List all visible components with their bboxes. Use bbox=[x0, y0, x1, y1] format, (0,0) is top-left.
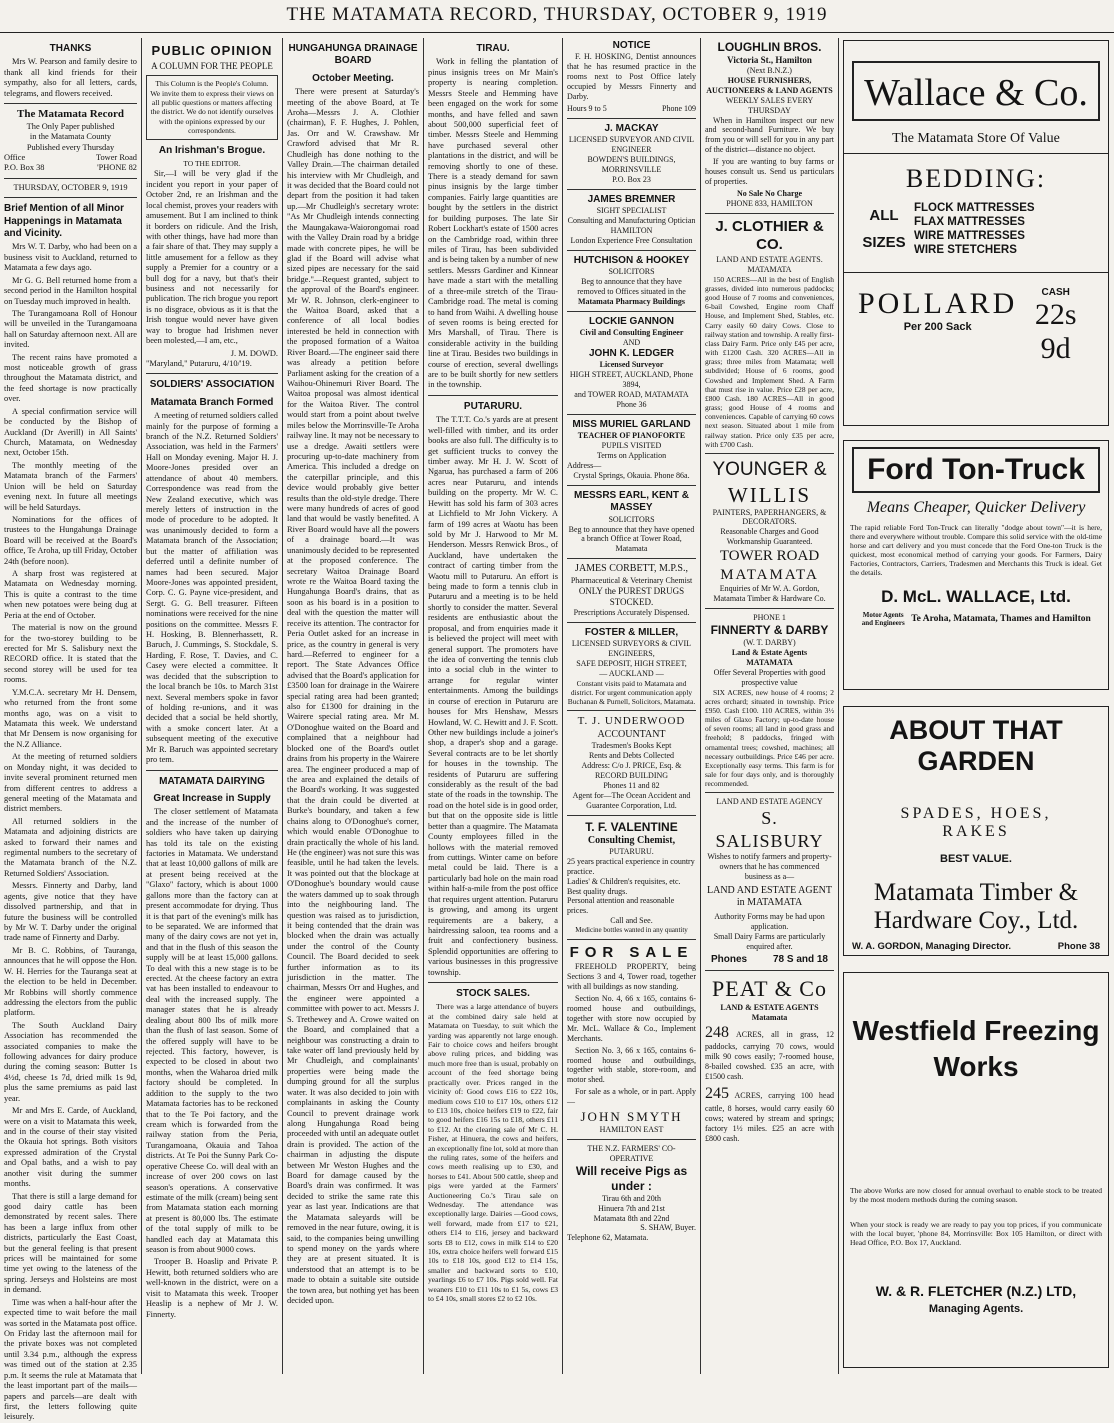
westfield-text-2: When your stock is ready we are ready to pay you top prices, if you communicate with the local buyer, 'phone 84, Morrinsville: Box 105 Hamilton, or direct with Head Office, P.O. Box 17, Auckland. bbox=[850, 1219, 1102, 1247]
younger-tower-road: TOWER ROAD bbox=[719, 548, 820, 565]
public-opinion-sub: A COLUMN FOR THE PEOPLE bbox=[151, 61, 273, 72]
land-estate-agency: LAND AND ESTATE AGENCY bbox=[716, 797, 823, 807]
valentine-line: Call and See. bbox=[610, 916, 653, 926]
notice-hours: Hours 9 to 5 bbox=[567, 103, 607, 113]
bremner-line: HAMILTON bbox=[610, 225, 653, 235]
ford-text: The rapid reliable Ford Ton-Truck can literally "dodge about town"—it is here, there and everywhere without trouble. Compare this solid service with the old-time horse and cart delivery and you must concede that the Ford One-ton Truck is the quickest, most economical method of carrying your goods. For Farmers, Dairy Factories, Contractors, Carriers, Tradesmen and Merchants this Truck is ideal. Get the details. bbox=[850, 523, 1102, 577]
salisbury-line: Authority Forms may be had upon application. bbox=[714, 912, 825, 932]
column-4 bbox=[424, 38, 562, 1374]
for-sale-text: Section No. 3, 66 x 165, contains 6-roomed house and outbuildings, together with stable, store-room, and motor shed. bbox=[567, 1045, 696, 1085]
brief-paragraph: The monthly meeting of the Matamata branch of the Farmers' Union will be held on Saturday evening next. In future all meetings will be held Saturdays. bbox=[4, 460, 137, 512]
smyth-name: JOHN SMYTH bbox=[580, 1109, 683, 1125]
putaruru-article: The T.T.T. Co.'s yards are at present well-filled with timber, and its order books are also full. The difficulty is to get sufficient trucks to convey the timber away. Mr H. J. W. Scott of Ngarua, has purchased a farm of 206 acres near Putaruru, and intends building on the property. Mr W. C. Hewitt has sold his farm of 303 acres at Lichfield to Mr John Vickery. A farm of 199 acres at Waotu has been sold by Mr J. Harwood to Mr M. Henderson. Messrs Renwick Bros., of Auckland, have undertaken the contract of carting timber from the Waotu mill to Putaruru. An effort is being made to form a tennis club in Putaruru and a meeting is to be held shortly to consider the matter. Several residents are enthusiastic about the proposal, and from enquiries made it is believed the project will meet with general support. The promoters have the idea of converting the tennis club into a social club in the winter to arrange for regular winter entertainments. Among the buildings in course of erection in Putaruru are houses for Mrs Henshaw, Messrs Howland, W. C. Hewitt and J. F. Scott. Other new buildings include a joiner's shop, a draper's shop and a garage. Several contracts are to be let shortly for houses in the township. The residents of Putaruru are suffering considerably as the result of the bad state of the roads in the township. The road on the hotel side is in good order, but that on the opposite side is little better than a quagmire. The Matamata County employees filled in the hollows with the material removed from cuttings. Winter came on before metal could be laid. There is a particularly bad hole on the main road within half-a-mile from the post office that requires urgent attention. Putaruru is growing, and among its urgent requirements are a bakery, a hairdressing saloon, tea rooms and a fruit and confectionery business. Splendid opportunities are offering to various businesses in this progressive township. bbox=[428, 415, 558, 977]
pigs-line: Telephone 62, Matamata. bbox=[567, 1233, 649, 1243]
foster-name: FOSTER & MILLER, bbox=[584, 626, 679, 638]
garden-line-2: RAKES bbox=[942, 823, 1010, 840]
garland-line: Terms on Application bbox=[596, 451, 667, 461]
drainage-heading: HUNGAHUNGA DRAINAGE BOARD bbox=[288, 43, 418, 67]
finnerty-line: MATAMATA bbox=[746, 657, 793, 667]
younger-line: PAINTERS, PAPERHANGERS, & DECORATORS. bbox=[712, 507, 827, 527]
loughlin-line: When in Hamilton inspect our new and second-hand Furniture. We buy from you or will sell for you in any part of the district—distance no object. bbox=[705, 115, 834, 155]
brogue-place: "Maryland," Putaruru, 4/10/'19. bbox=[146, 358, 252, 368]
tirau-heading: TIRAU. bbox=[476, 43, 510, 54]
brogue-heading: An Irishman's Brogue. bbox=[158, 144, 266, 156]
stock-heading: STOCK SALES. bbox=[456, 988, 530, 1000]
putaruru-heading: PUTARURU. bbox=[463, 400, 523, 412]
for-sale-heading: FOR SALE bbox=[569, 943, 694, 961]
younger-name: YOUNGER & bbox=[712, 458, 827, 480]
bremner-name: JAMES BREMNER bbox=[587, 193, 676, 205]
brief-paragraph: A sharp frost was registered at Matamata on Wednesday morning. This is quite a contrast to the time when new potatoes were being dug at Peria at the end of October. bbox=[4, 569, 137, 620]
younger-line: Enquiries of Mr W. A. Gordon, Matamata Timber & Hardware Co. bbox=[713, 584, 826, 604]
notice-text: F. H. HOSKING, Dentist announces that he has resumed practice in the rooms next to Post Office lately occupied by Messrs Finnerty and Darby. bbox=[567, 52, 696, 102]
brief-paragraph: Messrs. Finnerty and Darby, land agents, give notice that they have dissolved partnership, and that in future the business will be controlled by Mr W. T. Darby under the original trade name of Finnerty and Darby. bbox=[4, 881, 137, 943]
garden-line-1: SPADES, HOES, bbox=[900, 805, 1052, 822]
bedding-item: FLOCK MATTRESSES bbox=[914, 202, 1035, 214]
corbett-line: ONLY the PUREST DRUGS STOCKED. bbox=[578, 585, 685, 607]
notice-phone: Phone 109 bbox=[662, 103, 696, 113]
gannon-and: AND bbox=[622, 338, 641, 348]
public-opinion-heading: PUBLIC OPINION bbox=[151, 43, 273, 58]
westfield-text-1: The above Works are now closed for annual overhaul to enable stock to be treated by the most modern methods during the coming season. bbox=[850, 1185, 1102, 1204]
pollard-name: POLLARD bbox=[858, 287, 1018, 320]
peat-text-1: ACRES, all in grass, 12 paddocks, carrying 70 cows, would milk 90 cows easily; 7-roomed house, 8-bailed cowshed. £35 an acre, with £1500 cash. bbox=[705, 1029, 835, 1082]
dateline: THURSDAY, OCTOBER 9, 1919 bbox=[13, 182, 128, 192]
westfield-heading-1: Westfield Freezing bbox=[852, 1015, 1100, 1046]
for-sale-text: For sale as a whole, or in part. Apply— bbox=[567, 1087, 696, 1107]
bremner-line: London Experience Free Consultation bbox=[570, 235, 693, 245]
ford-places: Te Aroha, Matamata, Thames and Hamilton bbox=[911, 614, 1091, 624]
foster-line: SAFE DEPOSIT, HIGH STREET, bbox=[576, 658, 687, 668]
brief-paragraph: Mrs W. T. Darby, who had been on a business visit to Auckland, returned to Matamata a few days ago. bbox=[4, 242, 137, 273]
brief-paragraph: At the meeting of returned soldiers on Monday night, it was decided to invite several prominent returned men from different centres to address a general meeting of the Matamata and district members. bbox=[4, 752, 137, 814]
paper-name: The Matamata Record bbox=[17, 108, 124, 121]
ekm-line: SOLICITORS bbox=[608, 514, 655, 524]
brief-paragraph: That there is still a large demand for good dairy cattle has been demonstrated by recent sales. There has been a large influx from other districts, particularly the East Coast, but the general feeling is that present prices will be maintained for some time yet owing to the lateness of the spring. Jerseys and Holsteins are most in demand. bbox=[4, 1191, 137, 1295]
underwood-line: Rents and Debts Collected bbox=[588, 751, 675, 761]
mackay-line: BOWDEN'S BUILDINGS, MORRINSVILLE bbox=[587, 155, 676, 174]
drainage-subheading: October Meeting. bbox=[312, 72, 394, 84]
notice-heading: NOTICE bbox=[612, 40, 651, 51]
underwood-line: Tradesmen's Books Kept bbox=[591, 741, 672, 751]
mackay-line: LICENSED SURVEYOR AND CIVIL ENGINEER bbox=[568, 135, 695, 155]
pollard-cash: CASH bbox=[1041, 287, 1070, 298]
garden-firm-2: Hardware Coy., Ltd. bbox=[873, 907, 1079, 934]
brief-paragraph: The Turangamoana Roll of Honour will be unveiled in the Turangamoana hall on Saturday afternoon next. All are invited. bbox=[4, 308, 137, 350]
ekm-name: MESSRS EARL, KENT & MASSEY bbox=[573, 489, 689, 514]
loughlin-line: PHONE 833, HAMILTON bbox=[726, 198, 813, 208]
foster-line: — AUCKLAND — bbox=[599, 668, 664, 678]
assoc-subheading: Matamata Branch Formed bbox=[150, 396, 274, 408]
westfield-ad bbox=[843, 972, 1109, 1368]
valentine-name: T. F. VALENTINE bbox=[585, 819, 678, 834]
clothier-line: LAND AND ESTATE AGENTS. bbox=[716, 254, 823, 264]
column-2 bbox=[142, 38, 282, 1374]
brief-paragraph: Nominations for the offices of trustees to the Hungahunga Drainage Board will be received at the Board's office, Te Aroha, up till Friday, October 24th (before noon). bbox=[4, 514, 137, 566]
underwood-line: Agent for—The Ocean Accident and Guarantee Corporation, Ltd. bbox=[572, 790, 691, 810]
gannon-name: LOCKIE GANNON bbox=[589, 315, 674, 327]
foster-line: LICENSED SURVEYORS & CIVIL ENGINEERS, bbox=[571, 639, 692, 659]
clothier-line: MATAMATA bbox=[747, 264, 792, 274]
garden-ad bbox=[843, 706, 1109, 956]
peat-name: PEAT & Co bbox=[712, 976, 827, 1002]
wallace-sub: The Matamata Store Of Value bbox=[844, 131, 1108, 154]
pollard-price: 22s 9d bbox=[1034, 298, 1077, 365]
brief-paragraph: Mr and Mrs E. Carde, of Auckland, were on a visit to Matamata this week, and in the course of their stay visited the Okauia hot springs. Both visitors expressed admiration of the Crystal and Opal baths, and a wish to pay another visit during the summer months. bbox=[4, 1106, 137, 1189]
brogue-signature: J. M. DOWD. bbox=[230, 348, 278, 358]
stock-article: There was a large attendance of buyers at the combined dairy sale held at Matamata on Tuesday, to suit which the yarding was apparently not large enough. Fair to choice cows and heifers brought above ruling prices, and bidding was much more free than is usual, probably on account of the feed shortage being practically over. Prices ranged in the vicinity of: Good cows £16 to £22 10s, medium cows £10 to £17 10s, others £12 to £13 10s, choice heifers £19 to £22, fair to good heifers £16 15s to £18, others £11 to £12. At the clearing sale of Mr C. H. Fisher, at Hinuera, the cows and heifers, an exceptionally fine lot, sold at more than the ruling rates, some of the heifers and cows meeth realising up to £30, and horses to £41. About 500 cattle, sheep and pigs were yarded at the Farmers' Auctioneering Co.'s Tirau sale on Wednesday. The attendance was exceptionally large. Dairies —Good cows, well forward, made from £17 to £21, others £14 to £16, jersey and backward sorts £8 to £12, cows in milk £14 to £20 10s, extra choice heifers well forward £15 10s to £18 10s, good £12 to £14 15s, smaller and backward sorts to £10, yearlings £6 to £7 10s. Pigs sold well. Fat weaners £10 to £11 10s to £1 5s, cows £3 to £4 10s, small stores £2 to £2 10s. bbox=[428, 1002, 558, 1304]
valentine-line: Ladies' & Children's requisites, etc. bbox=[567, 876, 681, 886]
dairy-heading: MATAMATA DAIRYING bbox=[159, 775, 265, 787]
underwood-line: Phones 11 and 82 bbox=[603, 780, 660, 790]
clothier-text: 150 ACRES—All in the best of English grasses, divided into numerous paddocks; good House of 7 rooms and conveniences, 6-bail Cowshed, Engine room Chaff House, and Implement Shed, Stables, etc. Carry easily 60 dairy Cows. Close to railway station and township. A really first-class Dairy Farm. Price only £45 per acre, with £1200 Cash. 320 ACRES—All in grass; three miles from Matamata; well subdivided; House of 6 rooms, good Cowshed and Implement Shed. A Farm that must rise in value. Price £28 per acre, £800 Cash. 180 ACRES—All in good grass; good House of 4 rooms and conveniences. Capable of carrying 60 cows next season. Situated about 1 mile from railway station. Price only £35 per acre, with £700 Cash. bbox=[705, 274, 834, 449]
gannon-line: Civil and Consulting Engineer bbox=[579, 328, 684, 338]
loughlin-line: HOUSE FURNISHERS, AUCTIONEERS & LAND AGENTS bbox=[706, 75, 833, 95]
loughlin-line: No Sale No Charge bbox=[736, 188, 803, 198]
garden-manager: W. A. GORDON, Managing Director. bbox=[852, 941, 1012, 952]
valentine-line: Medicine bottles wanted in any quantity bbox=[575, 926, 688, 935]
willis-name: WILLIS bbox=[727, 482, 812, 507]
paper-sub-1: The Only Paper published bbox=[26, 121, 115, 131]
loughlin-name: LOUGHLIN BROS. bbox=[717, 40, 822, 54]
tirau-article: Work in felling the plantation of pinus insignis trees on Mr Main's property is nearing completion. Messrs Steele and Hemming have been engaged on the work for some months, and have felled and sawn about 500,000 superficial feet of timber. Messrs Steele and Hemming have purchased several other plantations in the district, and will be removing shortly to one of these. There is a steady demand for sawn pinus insignis by the large timber companies. Fairly large quantities are bought by the settlers in the district for building purposes. The late Sir Robert Lockhart's estate of 1500 acres on the Cambridge road, within three miles of Tirau, has been subdivided and is being taken by a number of new settlers. Messrs Gardiner and Kinnear have made a start with the metalling of a three-mile stretch of the Tirau-Cambridge road. The metal is coming to hand from Waihi. A dwelling house of seven rooms is being erected for Mrs Marshall, of Tirau. There is considerable activity in the building line at Tirau. Besides two buildings in course of erection, several dwellings are to be built shortly for new settlers in the township. bbox=[428, 57, 558, 390]
office-label: Office bbox=[4, 152, 26, 162]
finnerty-line: (W. T. DARBY) bbox=[743, 637, 796, 647]
brief-paragraphs bbox=[4, 242, 137, 1422]
ledger-line: Phone 36 bbox=[616, 400, 647, 409]
westfield-firm: W. & R. FLETCHER (N.Z.) LTD, bbox=[875, 1282, 1077, 1299]
column-6 bbox=[701, 38, 838, 1374]
trooper-article: Trooper B. Hoaslip and Private P. Hewitt, both returned soldiers who are well-known in the district, were on a visit to Matamata this week. Trooper Heaslip is a nephew of Mr J. W. Finnerty. bbox=[146, 1257, 278, 1319]
brief-heading: Brief Mention of all Minor Happenings in Matamata and Vicinity. bbox=[4, 203, 124, 240]
dairy-subheading: Great Increase in Supply bbox=[153, 792, 271, 804]
column-5 bbox=[563, 38, 700, 1374]
bremner-line: SIGHT SPECIALIST bbox=[596, 206, 667, 216]
hutchison-line: Beg to announce that they have removed to Offices situated in the bbox=[577, 277, 686, 296]
garland-line: Crystal Springs, Okauia. Phone 86a. bbox=[573, 470, 690, 480]
garland-line: TEACHER OF PIANOFORTE bbox=[577, 431, 686, 441]
smyth-place: HAMILTON EAST bbox=[599, 1125, 664, 1135]
salisbury-phones: 78 S and 18 bbox=[772, 954, 828, 966]
assoc-article: A meeting of returned soldiers called mainly for the purpose of forming a branch of the N.Z. Returned Soldiers' Association, was held in the Farmers' Hall on Monday evening. Major H. J. Moore-Jones presided over an attendance of about 40 members. Correspondence was read from the New Zealand executive, which was merely letters of instruction in the mode of procedure to be adopted. It was unanimously decided to form a Matamata branch of the Association; but the matter of affiliation was deferred until a definite number of names had been secured. Major Moore-Jones was appointed president, Corp. C. G. Payne vice-president, and Sergt. G. G. Bell treasurer. Fifteen nominations were received for the nine positions on the committee. Messrs F. H. Hosking, B. Blennerhassett, R. Baruch, J. Cummings, S. Stockdale, S. Harding, F. Rose, T. Davies, and C. Casey were elected a committee. It was decided that the subscription to the local branch be 10s. to March 31st next. Several members spoke in favor of holding re-unions, and it was decided that a social be held shortly, with a smoke concert later. At a subsequent meeting of the executive Mr R. Baruch was appointed secretary pro tem. bbox=[146, 411, 278, 765]
brogue-to: TO THE EDITOR. bbox=[183, 159, 241, 169]
finnerty-phone: PHONE 1 bbox=[753, 613, 786, 623]
wallace-name: Wallace & Co. bbox=[864, 72, 1088, 114]
hutchison-line: Matamata Pharmacy Buildings bbox=[577, 296, 686, 306]
pigs-line: S. SHAW, Buyer. bbox=[640, 1223, 696, 1233]
office-address: Tower Road bbox=[95, 152, 137, 162]
westfield-managers: Managing Agents. bbox=[928, 1302, 1024, 1315]
po-box: P.O. Box 38 bbox=[4, 163, 45, 173]
westfield-heading-2: Works bbox=[933, 1051, 1019, 1083]
pigs-line: Tirau 6th and 20th bbox=[601, 1193, 662, 1203]
wallace-ad bbox=[843, 40, 1109, 426]
for-sale-text: Section No. 4, 66 x 165, contains 6-roomed house and outbuildings, together with store now occupied by Mr. McL. Wallace & Co., Implement Merchants. bbox=[567, 994, 696, 1043]
salisbury-line: Small Dairy Farms are particularly enquired after. bbox=[713, 932, 826, 952]
ledger-line: Licensed Surveyor bbox=[599, 360, 664, 370]
for-sale-text: FREEHOLD PROPERTY, being Sections 3 and 4, Tower road, together with all buildings as now standing. bbox=[567, 962, 696, 992]
ford-motor-agents: Motor Agents and Engineers bbox=[861, 611, 905, 627]
brief-paragraph: Y.M.C.A. secretary Mr H. Densem, who returned from the front some months ago, was on a visit to Matamata this week. We understand that Mr Densem is now organising for the N.Z Alliance. bbox=[4, 687, 137, 749]
garden-value: BEST VALUE. bbox=[940, 853, 1012, 865]
brief-paragraph: All returned soldiers in the Matamata and adjoining districts are asked to forward their names and regimental numbers to the secretary of the Matamata branch of the N.Z. Returned Soldiers' Association. bbox=[4, 816, 137, 878]
column-rule bbox=[838, 38, 839, 1374]
ford-sub: Means Cheaper, Quicker Delivery bbox=[866, 499, 1086, 516]
pigs-heading: Will receive Pigs as under : bbox=[575, 1163, 688, 1193]
ford-ad bbox=[843, 440, 1109, 690]
garland-name: MISS MURIEL GARLAND bbox=[572, 418, 691, 430]
public-opinion-box: This Column is the People's Column. We invite them to express their views on all public questions or matters affecting the district. We do not identify ourselves with the opinions expressed by our correspondents. bbox=[146, 75, 278, 139]
loughlin-line: If you are wanting to buy farms or houses consult us. Send us particulars of properties. bbox=[705, 157, 834, 186]
brogue-letter: Sir,—I will be very glad if the incident you report in your paper of October 2nd, re an Irishman and the local chemist, proves your readers with amusement. But I am inclined to think it borders on ridicule. And the Irish, with other things, have had more than a fair share of that. They may supply a little amusement for a fellow as they supply a Premier for a country or a bull dog for a navy, but that's their business and not necessarily for publication. The rich brogue you report is no disgrace, obvious as it is that the Irish tongue would never have given way to brogue had Irishmen never been molested,—I am, etc., bbox=[146, 169, 278, 346]
finnerty-name: FINNERTY & DARBY bbox=[710, 623, 829, 638]
ford-heading: Ford Ton-Truck bbox=[867, 453, 1085, 486]
loughlin-line: WEEKLY SALES EVERY THURSDAY bbox=[725, 95, 814, 115]
corbett-name: JAMES CORBETT, M.P.S., bbox=[575, 563, 688, 575]
younger-matamata: MATAMATA bbox=[720, 566, 819, 583]
salisbury-phones-label: Phones bbox=[711, 954, 748, 966]
brief-paragraph: Mr B. C. Robbins, of Tauranga, announces that he will oppose the Hon. W. H. Herries for the Tauranga seat at the election to be held in December. Mr Robbins will shortly commence addressing the electors from the public platform. bbox=[4, 945, 137, 1018]
brief-paragraph: Time was when a half-hour after the expected time to wait before the mail was sorted in the Matamata post office. On Friday last the afternoon mail for the private boxes was not completed until 3.34 p.m., although the express was timed out of the station at 2.35 p.m. It seems the rule at Matamata that the least important part of the mails—papers and parcels—are dealt with first, the letters following quite leisurely. bbox=[4, 1297, 137, 1422]
mackay-line: P.O. Box 23 bbox=[612, 174, 651, 184]
underwood-line: Address: C/o J. PRICE, Esq. & RECORD BUILDING bbox=[581, 761, 682, 781]
brief-paragraph: The recent rains have promoted a most noticeable growth of grass throughout the Matamata district, and the feed shortage is now practically over. bbox=[4, 352, 137, 404]
peat-acres-2: 245 bbox=[705, 1084, 729, 1102]
paper-sub-2: in the Matamata County bbox=[29, 132, 112, 142]
loughlin-line: (Next B.N.Z.) bbox=[747, 66, 792, 76]
valentine-line: Best quality drugs. bbox=[567, 886, 628, 896]
finnerty-line: Offer Several Properties with good prospective value bbox=[713, 667, 826, 687]
bedding-item: WIRE STETCHERS bbox=[914, 244, 1017, 256]
hutchison-line: SOLICITORS bbox=[608, 267, 655, 277]
garden-phone: Phone 38 bbox=[1057, 941, 1100, 952]
foster-line: Constant visits paid to Matamata and district. For urgent communication apply Buchanan & Purnell, Solicitors, Matamata. bbox=[567, 678, 696, 707]
bedding-items bbox=[914, 200, 1098, 258]
drainage-article: There were present at Saturday's meeting of the above Board, at Te Aroha—Messrs J. A. Clothier (chairman), F. F. Hughes, J. Pohlen, Jas. Orr and W. Crawshaw. Mr Crawford advised that Mr R. Chudleigh has done nothing to the Valley Drain.—The chairman detailed his interview with Mr Chudleigh, and it was decided that the Board could not depart from the position it had taken up.—Mr Chudleigh's secretary wrote: "As Mr Chudleigh intends connecting the Maungakawa-Waiorongomai road with the Valley Drain road by a bridge made with concrete pipes, he will be glad if the Board will advise what sized pipes are necessary for the said bridge."—Request granted, subject to the approval of the Board's engineer. Mr W. R. Johnson, clerk-engineer to the Waitoa Board, asked that a conference of all local bodies interested be held in connection with the proposed formation of a Waitoa River Board.—The engineer said there was already a petition before Parliament asking for the creation of a Waihou-Ohinemuri River Board. The Waitoa proposal was almost identical for the Waitoa River. The control would start from a point about twelve miles below the Morrinsville-Te Aroha railway line. It may not be necessary to use a dredge. Awaiti settlers were procuring up-to-date machinery from America. This included a dredge on the caterpillar principle, and this device would probably give better results than the old-style dredge. There were many hundreds of acres of good land that would be vastly benefited. A River Board would have all the powers of a drainage board.—It was unanimously decided to be represented at the proposed conference. The secretary Waitoa Drainage Board wrote re the Waitoa Board taxing the Hungahunga Board's drains, that as soon as his board is in a position to deal with the question the matter will receive its attention. The contractor for Peria Outlet asked for an increase in price, as the country in general is very hard.—Referred to engineer for a report. The State Advances Office advised that the Board's application for £3500 loan for drainage in the Wairere special rating area had been granted; also for £1300 for draining in the Wairere special rating area. Mr M. O'Donoghue waited on the Board and complained that a neighbour had blocked one of the Board's outlet drains from his property in the Wairere area. The engineer produced a map of the area and explained the details of the Board's working. It was suggested that the drain could be diverted at Burke's boundary, and taken a few chains along to O'Donoghue's corner, which would enable O'Donoghue to drain practically the whole of his land. He (the engineer) was not sure this was feasible, until he had taken the levels. It was pointed out that the blockage at O'Donoghue's boundary would cause the waters dammed up to soak through into the neighbouring land. The question was raised as to jurisdiction, it being contended that the drain was blocked when the drain was actually under the control of the County Council. The Board decided to seek further information as to its jurisdiction in the matter. The chairman, Messrs Orr and Hughes, and the engineer were appointed a committee with power to act. Messrs J. S. Trethewey and A. Crowe waited on the Board, and complained that a neighbour was constructing a drain to take water off land previously held by Mr Chudleigh, and complainants' properties were being made the dumping ground for all the surplus water. It was also decided to join with complainants in asking the County Council to prevent drainage work along Hungahunga Road being proceeded with until an adequate outlet drain is provided. The action of the chairman in adjusting the dispute between Mr Weston Hughes and the Board for damage caused by the Board's drain was confirmed. It was decided to strike the same rate this year as last year. Indications are that the Matamata saleyards will be removed in the near future, owing, it is said, to the companies being unwilling to spend money on the yards where they are at present situated. It is understood that an attempt is to be made to obtain a suitable site outside the town area, but nothing yet has been decided upon. bbox=[287, 87, 419, 1306]
assoc-heading: SOLDIERS' ASSOCIATION bbox=[149, 379, 275, 391]
office-phone: 'PHONE 82 bbox=[97, 163, 137, 173]
peat-line: Matamata bbox=[751, 1012, 788, 1022]
ekm-line: Beg to announce that they have opened a branch Office at Tower Road, Matamata bbox=[568, 524, 695, 554]
thanks-heading: THANKS bbox=[49, 43, 92, 54]
ford-firm: D. McL. WALLACE, Ltd. bbox=[881, 587, 1071, 606]
finnerty-text: SIX ACRES, new house of 4 rooms; 2 acres orchard; situated in township. Price £950. Cash £100. 110 ACRES, within 3½ miles of Glaxo Factory; up-to-date house of seven rooms; all land in good grass and freehold; 8 paddocks, fringed with ornamental trees; cowshed, machines; all necessary outbuildings. Price £46 per acre. Exceptionally easy terms. This farm is for sale for four days only, and is thoroughly recommended. bbox=[705, 687, 834, 789]
bedding-all: ALL bbox=[869, 207, 899, 224]
salisbury-name: S. SALISBURY bbox=[715, 808, 824, 851]
salisbury-line: LAND AND ESTATE AGENT in MATAMATA bbox=[706, 884, 833, 909]
valentine-line: PUTARURU. bbox=[609, 846, 654, 856]
loughlin-line: Victoria St., Hamilton bbox=[727, 54, 812, 65]
farmers-coop-line: THE N.Z. FARMERS' CO-OPERATIVE bbox=[587, 1144, 676, 1164]
corbett-line: Prescriptions Accurately Dispensed. bbox=[573, 607, 690, 617]
column-1 bbox=[0, 38, 141, 1422]
paper-sub-3: Published every Thursday bbox=[26, 142, 115, 152]
bedding-heading: BEDDING: bbox=[905, 164, 1047, 193]
garland-line: Address— bbox=[567, 461, 602, 471]
brief-paragraph: The material is now on the ground for the two-storey building to be erected for Mr S. Salisbury next the RECORD office. It is stated that the second storey will be used for tea rooms. bbox=[4, 623, 137, 685]
garland-line: PUPILS VISITED bbox=[601, 441, 662, 451]
peat-line: LAND & ESTATE AGENTS bbox=[720, 1002, 819, 1012]
finnerty-line: Land & Estate Agents bbox=[731, 647, 808, 657]
valentine-line: 25 years practical experience in country practice. bbox=[567, 856, 695, 876]
brief-paragraph: The South Auckland Dairy Association has recommended the associated companies to make the following advances for dairy produce during the coming season: Butter 1s 4½d, cheese 1s 7d, dried milk 1s 9d, plus the same premiums as paid last year. bbox=[4, 1020, 137, 1103]
peat-text-2: ACRES, carrying 100 head cattle, 8 horses, would carry easily 60 cows; watered by stream and springs; factory 1½ miles. £25 an acre with £800 cash. bbox=[705, 1090, 834, 1143]
pollard-sack: Per 200 Sack bbox=[903, 321, 972, 333]
bedding-item: FLAX MATTRESSES bbox=[914, 216, 1025, 228]
underwood-name: T. J. UNDERWOOD bbox=[577, 715, 686, 728]
ledger-line: and TOWER ROAD, MATAMATA bbox=[574, 390, 689, 400]
clothier-name: J. CLOTHIER & CO. bbox=[715, 217, 824, 254]
younger-line: Reasonable Charges and Good Workmanship Guaranteed. bbox=[720, 527, 819, 547]
bremner-line: Consulting and Manufacturing Optician bbox=[567, 216, 696, 226]
bedding-item: WIRE MATTRESSES bbox=[914, 230, 1025, 242]
column-3 bbox=[283, 38, 423, 1374]
hutchison-name: HUTCHISON & HOOKEY bbox=[573, 254, 690, 266]
mackay-name: J. MACKAY bbox=[604, 122, 659, 134]
valentine-line: Personal attention and reasonable prices. bbox=[567, 896, 675, 916]
pigs-line: Hinuera 7th and 21st bbox=[598, 1203, 665, 1213]
dairy-article: The closer settlement of Matamata and the increase of the number of soldiers who have taken up dairying has told its tale on the existing factories in Matamata. We understand that at least 10,000 gallons of milk are at present being received at the "Glaxo" factory, which is about 1000 gallons more than the factory can at present accommodate for drying. Thus it is that part of the evening's milk has to be separated. We are informed that many of the dairy cows are not yet in, and that in the flush of this season the supply will be at least 15,000 gallons. To deal with this a new stage is to be erected. At the cheese factory an extra vat has been installed to endeavour to deal with the increased supply. The manager states that he is already dealing about 800 lbs of milk more than the flush of last season. Some of the offered supply will have to be rejected. This factory, however, is expected to be closed in about two months, when the Waharoa dried milk factory should be completed. In addition to the supply to the two Matamata factories has to be reckoned that to the Te Poi factory, and the cream which is forwarded from the railway station from the Peria, Turangamoana, Okauia and Tahoa districts. At Te Poi the Sunny Park Co-operative Cheese Co. will deal with an increase of over 200 cows on last season's operations. A conservative estimate of the milk (cream) being sent from Matamata station each morning at present is 80,000 lbs. The estimate of the total supply of milk to be handled each day at Matamata this season is from about 9000 cows. bbox=[146, 807, 278, 1255]
corbett-line: Pharmaceutical & Veterinary Chemist bbox=[570, 575, 693, 585]
thanks-text: Mrs W. Pearson and family desire to thank all kind friends for their sympathy, also for all letters, cards, telegrams, and flowers received. bbox=[4, 57, 137, 98]
salisbury-line: Wishes to notify farmers and property-owners that he has commenced business as a— bbox=[707, 851, 832, 881]
bedding-sizes: SIZES bbox=[862, 234, 906, 251]
ledger-name: JOHN K. LEDGER bbox=[588, 347, 674, 359]
underwood-line: ACCOUNTANT bbox=[597, 728, 666, 740]
garden-heading: ABOUT THAT GARDEN bbox=[889, 715, 1063, 776]
pigs-line: Matamata 8th and 22nd bbox=[593, 1213, 670, 1223]
valentine-line: Consulting Chemist, bbox=[587, 834, 676, 846]
peat-acres-1: 248 bbox=[705, 1023, 729, 1041]
brief-paragraph: A special confirmation service will be conducted by the Bishop of Auckland (Dr Averill) in All Saints' Church, Matamata, on Wednesday next, October 15th. bbox=[4, 406, 137, 458]
brief-paragraph: Mr G. G. Bell returned home from a second period in the Hamilton hospital on Tuesday much improved in health. bbox=[4, 275, 137, 306]
garden-firm-1: Matamata Timber & bbox=[873, 879, 1079, 906]
masthead: THE MATAMATA RECORD, THURSDAY, OCTOBER 9, 1919 bbox=[0, 4, 1114, 33]
ledger-line: HIGH STREET, AUCKLAND, Phone 3894, bbox=[569, 370, 694, 390]
